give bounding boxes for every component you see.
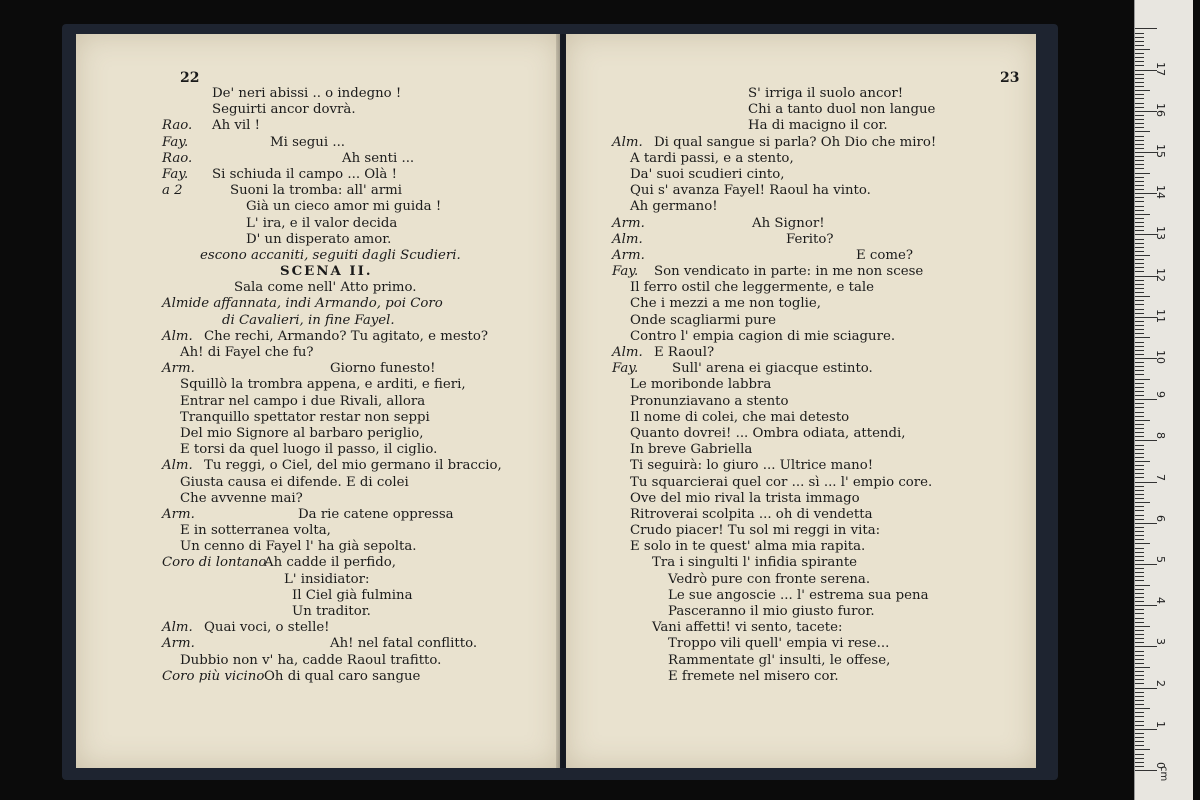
ruler-tick xyxy=(1135,498,1144,499)
line-text: Suoni la tromba: all' armi xyxy=(230,183,403,199)
line-text: E come? xyxy=(856,247,913,263)
ruler-number: 8 xyxy=(1154,432,1167,440)
ruler-tick xyxy=(1135,280,1144,281)
ruler-tick xyxy=(1135,449,1144,450)
ruler-tick xyxy=(1135,523,1157,524)
ruler-tick xyxy=(1135,766,1144,767)
line-text: E Raoul? xyxy=(654,345,715,360)
line-text: Vani affetti! vi sento, tacete: xyxy=(652,620,843,636)
line-text: Il ferro ostil che leggermente, e tale xyxy=(630,280,875,296)
ruler-tick xyxy=(1135,597,1144,598)
ruler-tick xyxy=(1135,663,1144,664)
line-text: Le moribonde labbra xyxy=(630,377,772,393)
ruler-tick xyxy=(1135,65,1144,66)
ruler-tick xyxy=(1135,107,1144,108)
ruler-unit: cm xyxy=(1158,766,1169,782)
ruler-number: 4 xyxy=(1154,597,1167,605)
ruler-tick xyxy=(1135,247,1144,248)
ruler-number: 15 xyxy=(1154,144,1167,158)
ruler-tick xyxy=(1135,119,1144,120)
line-text: Quai voci, o stelle! xyxy=(204,620,330,636)
ruler-tick xyxy=(1135,333,1144,334)
right-page xyxy=(566,34,1036,768)
line-text: E torsi da quel luogo il passo, il ciglio. xyxy=(180,442,438,458)
ruler-tick xyxy=(1135,74,1144,75)
ruler-tick xyxy=(1135,716,1144,717)
ruler-tick xyxy=(1135,362,1144,363)
ruler-tick xyxy=(1135,123,1144,124)
line-text: Ferito? xyxy=(786,231,834,247)
line-text: Che avvenne mai? xyxy=(180,490,303,506)
line-text: Da' suoi scudieri cinto, xyxy=(630,166,785,182)
ruler-tick xyxy=(1135,700,1144,701)
ruler-tick xyxy=(1135,342,1144,343)
ruler-number: 12 xyxy=(1154,267,1167,282)
ruler-tick xyxy=(1135,634,1144,635)
line-text: Tranquillo spettator restar non seppi xyxy=(180,409,430,425)
line-text: Sala come nell' Atto primo. xyxy=(234,280,417,296)
ruler-tick xyxy=(1135,164,1144,165)
speaker-label: Fay. xyxy=(612,361,639,377)
ruler-tick xyxy=(1135,148,1144,149)
ruler-tick xyxy=(1135,49,1150,50)
ruler-tick xyxy=(1135,477,1144,478)
ruler-tick xyxy=(1135,659,1144,660)
ruler-tick xyxy=(1135,82,1144,83)
line-text: escono accaniti, seguiti dagli Scudieri. xyxy=(200,247,461,263)
ruler-tick xyxy=(1135,144,1144,145)
ruler-number: 17 xyxy=(1154,61,1167,76)
ruler-tick xyxy=(1135,243,1144,244)
speaker-label: Arm. xyxy=(162,636,195,652)
line-text: Rammentate gl' insulti, le offese, xyxy=(668,652,891,668)
line-text: SCENA II. xyxy=(280,264,373,280)
ruler-tick xyxy=(1135,688,1157,689)
line-text: Di qual sangue si parla? Oh Dio che miro! xyxy=(654,134,937,150)
left-page-number: 22 xyxy=(180,70,200,86)
ruler-tick xyxy=(1135,482,1157,483)
ruler-tick xyxy=(1135,57,1144,58)
ruler-tick xyxy=(1135,288,1144,289)
line-text: Tu reggi, o Ciel, del mio germano il braccio, xyxy=(204,458,502,474)
ruler-tick xyxy=(1135,350,1144,351)
ruler-tick xyxy=(1135,325,1144,326)
ruler-tick xyxy=(1135,758,1144,759)
ruler-tick xyxy=(1135,440,1157,441)
ruler-tick xyxy=(1135,461,1150,462)
ruler-tick xyxy=(1135,754,1144,755)
ruler-tick xyxy=(1135,692,1144,693)
ruler-number: 0 xyxy=(1154,762,1167,769)
line-text: E in sotterranea volta, xyxy=(180,523,331,539)
ruler-tick xyxy=(1135,379,1150,380)
ruler-tick xyxy=(1135,510,1144,511)
ruler-tick xyxy=(1135,712,1144,713)
ruler-tick xyxy=(1135,556,1144,557)
ruler-tick xyxy=(1135,407,1144,408)
ruler-tick xyxy=(1135,725,1144,726)
ruler-tick xyxy=(1135,222,1144,223)
ruler-tick xyxy=(1135,292,1144,293)
ruler-tick xyxy=(1135,395,1144,396)
ruler-number: 16 xyxy=(1154,102,1167,117)
ruler-tick xyxy=(1135,366,1144,367)
ruler-tick xyxy=(1135,403,1144,404)
line-text: L' ira, e il valor decida xyxy=(246,215,398,231)
ruler-number: 3 xyxy=(1154,638,1167,646)
ruler-number: 10 xyxy=(1154,350,1167,364)
ruler-tick xyxy=(1135,313,1144,314)
line-text: L' insidiator: xyxy=(284,571,370,587)
line-text: Già un cieco amor mi guida ! xyxy=(246,199,442,215)
ruler-tick xyxy=(1135,737,1144,738)
speaker-label: Arm. xyxy=(162,361,195,377)
ruler-tick xyxy=(1135,94,1144,95)
ruler-tick xyxy=(1135,490,1144,491)
ruler-tick xyxy=(1135,416,1144,417)
line-text: S' irriga il suolo ancor! xyxy=(748,86,904,101)
ruler-tick xyxy=(1135,473,1144,474)
line-text: Mi segui ... xyxy=(270,134,346,150)
ruler-tick xyxy=(1135,189,1144,190)
ruler-tick xyxy=(1135,704,1144,705)
ruler-number: 9 xyxy=(1154,391,1167,399)
ruler-tick xyxy=(1135,733,1144,734)
line-text: Troppo vili quell' empia vi rese... xyxy=(668,636,890,652)
line-text: Quanto dovrei! ... Ombra odiata, attendi, xyxy=(630,425,906,441)
line-text: Ritroverai scolpita ... oh di vendetta xyxy=(630,506,873,522)
speaker-label: Arm. xyxy=(612,247,645,263)
line-text: Si schiuda il campo ... Olà ! xyxy=(212,166,397,182)
line-text: Chi a tanto duol non langue xyxy=(748,102,936,118)
ruler-tick xyxy=(1135,140,1144,141)
ruler-tick xyxy=(1135,543,1150,544)
line-text: Ah germano! xyxy=(630,199,718,215)
ruler-tick xyxy=(1135,271,1144,272)
ruler-number: 11 xyxy=(1154,308,1167,323)
line-text: Tra i singulti l' infidia spirante xyxy=(652,555,858,571)
ruler-tick xyxy=(1135,197,1144,198)
ruler-tick xyxy=(1135,564,1157,565)
line-text: Che i mezzi a me non toglie, xyxy=(630,296,821,312)
ruler-tick xyxy=(1135,255,1150,256)
ruler-tick xyxy=(1135,605,1157,606)
ruler-number: 13 xyxy=(1154,226,1167,241)
ruler-tick xyxy=(1135,131,1150,132)
ruler-tick xyxy=(1135,548,1144,549)
line-text: Pasceranno il mio giusto furor. xyxy=(668,604,875,619)
speaker-label: Alm. xyxy=(162,620,193,636)
ruler-tick xyxy=(1135,201,1144,202)
line-text: Seguirti ancor dovrà. xyxy=(212,102,356,118)
ruler-tick xyxy=(1135,346,1144,347)
line-text: Un cenno di Fayel l' ha già sepolta. xyxy=(180,539,417,555)
line-text: Giusta causa ei difende. E di colei xyxy=(180,474,409,490)
line-text: Il Ciel già fulmina xyxy=(292,587,413,603)
ruler-tick xyxy=(1135,239,1144,240)
ruler-tick xyxy=(1135,469,1144,470)
ruler-tick xyxy=(1135,251,1144,252)
ruler-tick xyxy=(1135,383,1144,384)
speaker-label: Rao. xyxy=(162,118,193,134)
ruler-tick xyxy=(1135,78,1144,79)
ruler-tick xyxy=(1135,28,1157,29)
ruler-tick xyxy=(1135,374,1144,375)
ruler-tick xyxy=(1135,160,1144,161)
line-text: Squillò la trombra appena, e arditi, e fieri, xyxy=(180,377,466,393)
ruler-tick xyxy=(1135,729,1157,730)
ruler-tick xyxy=(1135,721,1144,722)
ruler-tick xyxy=(1135,337,1150,338)
line-text: Qui s' avanza Fayel! Raoul ha vinto. xyxy=(630,183,871,199)
line-text: Ah! nel fatal conflitto. xyxy=(330,636,478,652)
line-text: Crudo piacer! Tu sol mi reggi in vita: xyxy=(630,523,881,539)
ruler-tick xyxy=(1135,136,1144,137)
right-page-number: 23 xyxy=(1000,70,1020,86)
line-text: Ah senti ... xyxy=(342,150,415,166)
line-text: Del mio Signore al barbaro periglio, xyxy=(180,425,424,441)
speaker-label: Arm. xyxy=(162,506,195,522)
ruler-tick xyxy=(1135,601,1144,602)
ruler-tick xyxy=(1135,465,1144,466)
line-text: Son vendicato in parte: in me non scese xyxy=(654,264,924,280)
ruler-tick xyxy=(1135,552,1144,553)
ruler-tick xyxy=(1135,267,1144,268)
ruler-tick xyxy=(1135,296,1150,297)
ruler-tick xyxy=(1135,370,1144,371)
ruler-tick xyxy=(1135,708,1150,709)
ruler-tick xyxy=(1135,300,1144,301)
ruler-tick xyxy=(1135,675,1144,676)
ruler-tick xyxy=(1135,762,1144,763)
ruler-tick xyxy=(1135,53,1144,54)
ruler-tick xyxy=(1135,646,1157,647)
ruler-tick xyxy=(1135,494,1144,495)
ruler-tick xyxy=(1135,696,1144,697)
ruler-tick xyxy=(1135,90,1150,91)
ruler-tick xyxy=(1135,622,1144,623)
line-text: Ah vil ! xyxy=(212,118,260,134)
line-text: Ah! di Fayel che fu? xyxy=(180,345,314,360)
line-text: di Cavalieri, in fine Fayel. xyxy=(222,312,395,328)
line-text: Ah Signor! xyxy=(752,215,825,231)
speaker-label: Coro più vicino xyxy=(162,668,265,684)
ruler-tick xyxy=(1135,683,1144,684)
ruler-number: 5 xyxy=(1154,556,1167,563)
ruler-tick xyxy=(1135,218,1144,219)
speaker-label: Alm. xyxy=(162,458,193,474)
line-text: Giorno funesto! xyxy=(330,361,436,377)
ruler-tick xyxy=(1135,741,1144,742)
line-text: Pronunziavano a stento xyxy=(630,393,789,409)
ruler-number: 7 xyxy=(1154,473,1167,481)
ruler-tick xyxy=(1135,560,1144,561)
ruler-tick xyxy=(1135,667,1150,668)
ruler-tick xyxy=(1135,206,1144,207)
ruler-tick xyxy=(1135,651,1144,652)
ruler-tick xyxy=(1135,589,1144,590)
ruler-tick xyxy=(1135,263,1144,264)
ruler-tick xyxy=(1135,436,1144,437)
ruler-tick xyxy=(1135,61,1144,62)
ruler-tick xyxy=(1135,420,1150,421)
ruler-tick xyxy=(1135,428,1144,429)
ruler-tick xyxy=(1135,185,1144,186)
ruler-tick xyxy=(1135,593,1144,594)
ruler-tick xyxy=(1135,618,1144,619)
ruler-tick xyxy=(1135,177,1144,178)
ruler-tick xyxy=(1135,457,1144,458)
ruler-tick xyxy=(1135,679,1144,680)
ruler-tick xyxy=(1135,585,1150,586)
ruler-tick xyxy=(1135,486,1144,487)
line-text: Ti seguirà: lo giuro ... Ultrice mano! xyxy=(630,458,874,474)
ruler-tick xyxy=(1135,580,1144,581)
ruler-tick xyxy=(1135,424,1144,425)
ruler-tick xyxy=(1135,45,1144,46)
line-text: Il nome di colei, che mai detesto xyxy=(630,409,850,425)
line-text: Entrar nel campo i due Rivali, allora xyxy=(180,393,426,409)
line-text: Oh di qual caro sangue xyxy=(264,668,421,684)
ruler-tick xyxy=(1135,321,1144,322)
ruler-tick xyxy=(1135,156,1144,157)
ruler-tick xyxy=(1135,502,1150,503)
line-text: Ha di macigno il cor. xyxy=(748,118,888,134)
line-text: Onde scagliarmi pure xyxy=(630,312,776,328)
line-text: Ove del mio rival la trista immago xyxy=(630,490,860,506)
ruler-tick xyxy=(1135,354,1144,355)
ruler-tick xyxy=(1135,37,1144,38)
ruler-tick xyxy=(1135,613,1144,614)
ruler-tick xyxy=(1135,329,1144,330)
ruler-number: 1 xyxy=(1154,720,1167,728)
ruler-tick xyxy=(1135,86,1144,87)
ruler-tick xyxy=(1135,309,1144,310)
line-text: De' neri abissi .. o indegno ! xyxy=(212,86,402,101)
ruler-tick xyxy=(1135,33,1144,34)
ruler-tick xyxy=(1135,412,1144,413)
line-text: Le sue angoscie ... l' estrema sua pena xyxy=(668,587,929,603)
ruler-number: 6 xyxy=(1154,514,1167,522)
ruler-tick xyxy=(1135,41,1144,42)
speaker-label: Alm. xyxy=(162,328,193,344)
line-text: Vedrò pure con fronte serena. xyxy=(668,571,871,587)
ruler-tick xyxy=(1135,527,1144,528)
ruler-tick xyxy=(1135,391,1144,392)
ruler-tick xyxy=(1135,168,1144,169)
speaker-label: Arm. xyxy=(612,215,645,231)
ruler-tick xyxy=(1135,671,1144,672)
ruler-tick xyxy=(1135,432,1144,433)
speaker-label: Alm. xyxy=(612,345,643,360)
ruler-tick xyxy=(1135,770,1157,771)
line-text: Tu squarcierai quel cor ... sì ... l' empio core. xyxy=(630,474,933,490)
ruler-tick xyxy=(1135,749,1150,750)
ruler-tick xyxy=(1135,506,1144,507)
ruler-tick xyxy=(1135,230,1144,231)
ruler-tick xyxy=(1135,642,1144,643)
ruler-tick xyxy=(1135,173,1150,174)
speaker-label: Alm. xyxy=(612,134,643,150)
ruler-tick xyxy=(1135,568,1144,569)
ruler-tick xyxy=(1135,655,1144,656)
line-text: A tardi passi, e a stento, xyxy=(630,150,794,166)
ruler-tick xyxy=(1135,98,1144,99)
ruler-tick xyxy=(1135,445,1144,446)
ruler-tick xyxy=(1135,210,1144,211)
ruler-tick xyxy=(1135,399,1157,400)
ruler-tick xyxy=(1135,181,1144,182)
ruler-tick xyxy=(1135,453,1144,454)
ruler-tick xyxy=(1135,745,1144,746)
ruler-tick xyxy=(1135,539,1144,540)
ruler-tick xyxy=(1135,626,1150,627)
line-text: Da rie catene oppressa xyxy=(298,506,454,522)
line-text: In breve Gabriella xyxy=(630,442,753,458)
ruler-tick xyxy=(1135,535,1144,536)
ruler-tick xyxy=(1135,515,1144,516)
speaker-label: Fay. xyxy=(612,264,639,280)
ruler-tick xyxy=(1135,226,1144,227)
ruler-tick xyxy=(1135,284,1144,285)
ruler-tick xyxy=(1135,115,1144,116)
ruler-tick xyxy=(1135,127,1144,128)
speaker-label: Fay. xyxy=(162,166,189,182)
ruler-tick xyxy=(1135,387,1144,388)
speaker-label: Alm. xyxy=(612,231,643,247)
ruler-tick xyxy=(1135,103,1144,104)
ruler-tick xyxy=(1135,576,1144,577)
ruler-number: 2 xyxy=(1154,679,1167,687)
ruler-tick xyxy=(1135,630,1144,631)
line-text: Dubbio non v' ha, cadde Raoul trafitto. xyxy=(180,652,442,668)
left-page xyxy=(76,34,560,768)
ruler-tick xyxy=(1135,519,1144,520)
ruler-number: 14 xyxy=(1154,185,1167,200)
ruler-tick xyxy=(1135,609,1144,610)
ruler-tick xyxy=(1135,214,1150,215)
speaker-label: Rao. xyxy=(162,150,193,166)
ruler-tick xyxy=(1135,531,1144,532)
measurement-ruler xyxy=(1134,0,1193,800)
speaker-label: a 2 xyxy=(162,183,183,199)
ruler-tick xyxy=(1135,304,1144,305)
line-text: Ah cadde il perfido, xyxy=(264,555,396,571)
ruler-tick xyxy=(1135,638,1144,639)
ruler-tick xyxy=(1135,572,1144,573)
line-text: D' un disperato amor. xyxy=(246,231,392,247)
line-text: Sull' arena ei giacque estinto. xyxy=(672,361,873,377)
line-text: E solo in te quest' alma mia rapita. xyxy=(630,539,866,555)
line-text: Che rechi, Armando? Tu agitato, e mesto? xyxy=(204,328,489,344)
line-text: Un traditor. xyxy=(292,604,371,619)
line-text: Almide affannata, indi Armando, poi Coro xyxy=(162,296,443,312)
ruler-tick xyxy=(1135,259,1144,260)
speaker-label: Coro di lontano xyxy=(162,555,267,571)
line-text: Contro l' empia cagion di mie sciagure. xyxy=(630,328,896,344)
speaker-label: Fay. xyxy=(162,134,189,150)
line-text: E fremete nel misero cor. xyxy=(668,668,839,684)
